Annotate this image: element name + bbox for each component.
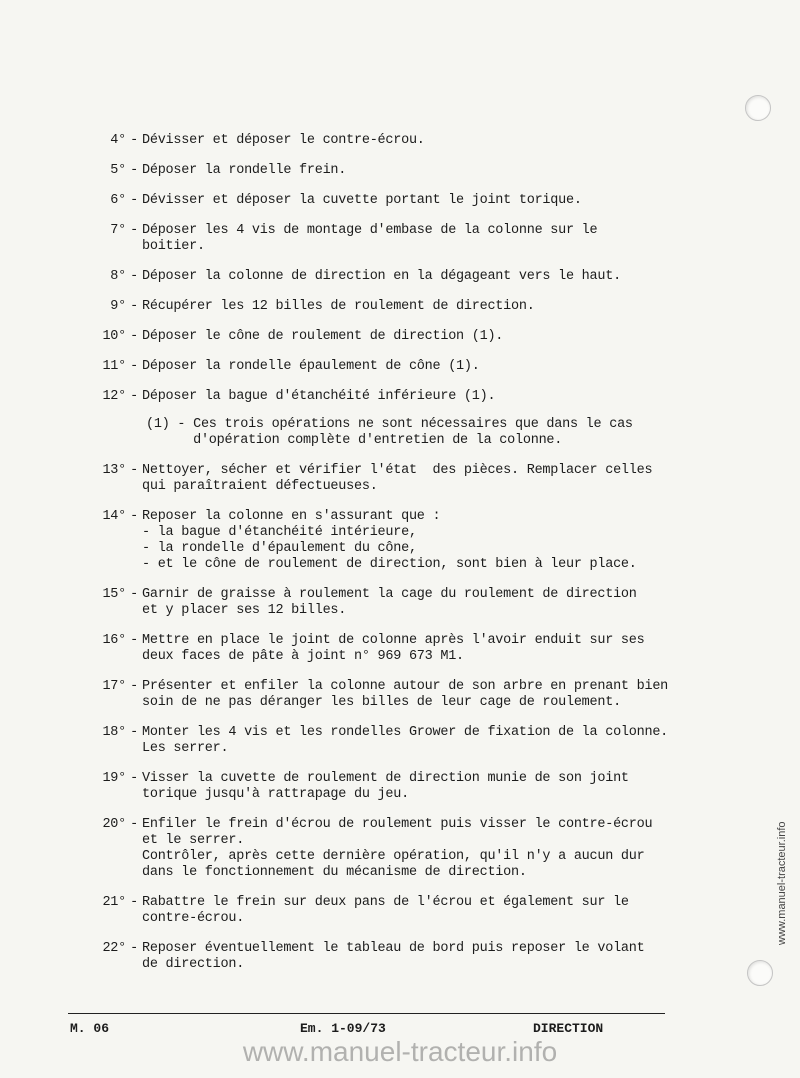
step-line: Déposer la colonne de direction en la dégageant vers le haut.: [142, 269, 621, 284]
procedure-step: [84, 587, 684, 619]
step-number: 22°: [102, 941, 126, 956]
step-line: Visser la cuvette de roulement de direction munie de son joint: [142, 771, 629, 786]
step-dash: -: [130, 163, 138, 178]
step-text: [142, 193, 684, 209]
step-text: [142, 463, 684, 495]
step-line: torique jusqu'à rattrapage du jeu.: [142, 787, 409, 802]
step-number: 15°: [102, 587, 126, 602]
procedure-step: [84, 389, 684, 405]
procedure-step: [84, 633, 684, 665]
step-dash: -: [130, 193, 138, 208]
step-text: [142, 633, 684, 665]
step-line: - la rondelle d'épaulement du cône,: [142, 541, 417, 556]
step-dash: -: [130, 463, 138, 478]
step-text: [142, 587, 684, 619]
step-dash: -: [130, 725, 138, 740]
step-line: soin de ne pas déranger les billes de leur cage de roulement.: [142, 695, 621, 710]
procedure-step: [84, 133, 684, 149]
step-text: [142, 679, 684, 711]
footer-rule: [68, 1013, 665, 1014]
punch-hole-top: [745, 95, 771, 121]
procedure-step: [84, 725, 684, 757]
step-number: 16°: [102, 633, 126, 648]
step-line: Récupérer les 12 billes de roulement de direction.: [142, 299, 535, 314]
step-number: 10°: [102, 329, 126, 344]
step-number: 8°: [110, 269, 126, 284]
step-line: et y placer ses 12 billes.: [142, 603, 347, 618]
procedure-step: [84, 193, 684, 209]
procedure-step: [84, 895, 684, 927]
step-text: [142, 725, 684, 757]
step-text: [142, 895, 684, 927]
step-line: Dévisser et déposer la cuvette portant le joint torique.: [142, 193, 582, 208]
watermark: www.manuel-tracteur.info: [242, 1036, 558, 1067]
step-dash: -: [130, 817, 138, 832]
procedure-step: [84, 463, 684, 495]
step-number: 7°: [110, 223, 126, 238]
step-number: 17°: [102, 679, 126, 694]
step-line: Contrôler, après cette dernière opération, qu'il n'y a aucun dur: [142, 849, 645, 864]
step-dash: -: [130, 679, 138, 694]
step-line: Présenter et enfiler la colonne autour de son arbre en prenant bien: [142, 679, 669, 694]
step-line: Déposer la rondelle épaulement de cône (1).: [142, 359, 480, 374]
step-text: [142, 133, 684, 149]
step-dash: -: [130, 633, 138, 648]
step-text: [142, 299, 684, 315]
punch-hole-bottom: [747, 960, 773, 986]
procedure-step: [84, 299, 684, 315]
step-text: [142, 509, 684, 573]
step-dash: -: [130, 587, 138, 602]
step-number: 19°: [102, 771, 126, 786]
step-line: contre-écrou.: [142, 911, 245, 926]
step-text: [142, 817, 684, 881]
step-dash: -: [130, 133, 138, 148]
step-number: 4°: [110, 133, 126, 148]
step-number: 9°: [110, 299, 126, 314]
footer-left: M. 06: [70, 1021, 110, 1036]
step-line: - et le cône de roulement de direction, sont bien à leur place.: [142, 557, 637, 572]
step-line: Les serrer.: [142, 741, 229, 756]
step-line: Dévisser et déposer le contre-écrou.: [142, 133, 425, 148]
footnote-line: d'opération complète d'entretien de la colonne.: [146, 433, 563, 448]
step-number: 21°: [102, 895, 126, 910]
step-number: 5°: [110, 163, 126, 178]
step-number: 6°: [110, 193, 126, 208]
procedure-step: [84, 771, 684, 803]
step-line: dans le fonctionnement du mécanisme de direction.: [142, 865, 527, 880]
procedure-step: [84, 329, 684, 345]
step-line: boitier.: [142, 239, 205, 254]
step-number: 13°: [102, 463, 126, 478]
step-line: de direction.: [142, 957, 245, 972]
step-line: Nettoyer, sécher et vérifier l'état des pièces. Remplacer celles: [142, 463, 653, 478]
step-dash: -: [130, 223, 138, 238]
procedure-step: [84, 679, 684, 711]
step-line: Reposer la colonne en s'assurant que :: [142, 509, 441, 524]
step-number: 11°: [102, 359, 126, 374]
step-line: Déposer la bague d'étanchéité inférieure (1).: [142, 389, 496, 404]
footnote-line: (1) - Ces trois opérations ne sont nécessaires que dans le cas: [146, 417, 633, 432]
procedure-step: [84, 223, 684, 255]
step-line: Enfiler le frein d'écrou de roulement puis visser le contre-écrou: [142, 817, 653, 832]
step-dash: -: [130, 269, 138, 284]
step-number: 18°: [102, 725, 126, 740]
procedure-step: [84, 269, 684, 285]
step-dash: -: [130, 359, 138, 374]
footnote: [146, 417, 684, 449]
procedure-step: [84, 359, 684, 375]
step-line: deux faces de pâte à joint n° 969 673 M1.: [142, 649, 464, 664]
step-line: Reposer éventuellement le tableau de bord puis reposer le volant: [142, 941, 645, 956]
step-line: Mettre en place le joint de colonne après l'avoir enduit sur ses: [142, 633, 645, 648]
step-text: [142, 223, 684, 255]
procedure-step: [84, 941, 684, 973]
footer-right: DIRECTION: [533, 1021, 604, 1036]
step-line: Déposer les 4 vis de montage d'embase de la colonne sur le: [142, 223, 598, 238]
step-dash: -: [130, 329, 138, 344]
step-line: qui paraîtraient défectueuses.: [142, 479, 378, 494]
side-watermark: www.manuel-tracteur.info: [776, 821, 788, 945]
procedure-step: [84, 509, 684, 573]
procedure-step: [84, 817, 684, 881]
step-line: Garnir de graisse à roulement la cage du roulement de direction: [142, 587, 637, 602]
step-dash: -: [130, 389, 138, 404]
step-line: Monter les 4 vis et les rondelles Grower de fixation de la colonne.: [142, 725, 669, 740]
step-text: [142, 269, 684, 285]
step-dash: -: [130, 509, 138, 524]
step-line: et le serrer.: [142, 833, 245, 848]
step-text: [142, 389, 684, 405]
step-line: - la bague d'étanchéité intérieure,: [142, 525, 417, 540]
procedure-steps: [84, 133, 684, 987]
step-text: [142, 941, 684, 973]
step-text: [142, 359, 684, 375]
footer-center: Em. 1-09/73: [300, 1021, 386, 1036]
step-line: Rabattre le frein sur deux pans de l'écrou et également sur le: [142, 895, 629, 910]
step-dash: -: [130, 771, 138, 786]
step-text: [142, 771, 684, 803]
procedure-step: [84, 163, 684, 179]
step-dash: -: [130, 941, 138, 956]
step-number: 14°: [102, 509, 126, 524]
step-dash: -: [130, 895, 138, 910]
step-dash: -: [130, 299, 138, 314]
step-line: Déposer la rondelle frein.: [142, 163, 347, 178]
step-line: Déposer le cône de roulement de direction (1).: [142, 329, 504, 344]
step-text: [142, 329, 684, 345]
step-text: [142, 163, 684, 179]
step-number: 12°: [102, 389, 126, 404]
step-number: 20°: [102, 817, 126, 832]
